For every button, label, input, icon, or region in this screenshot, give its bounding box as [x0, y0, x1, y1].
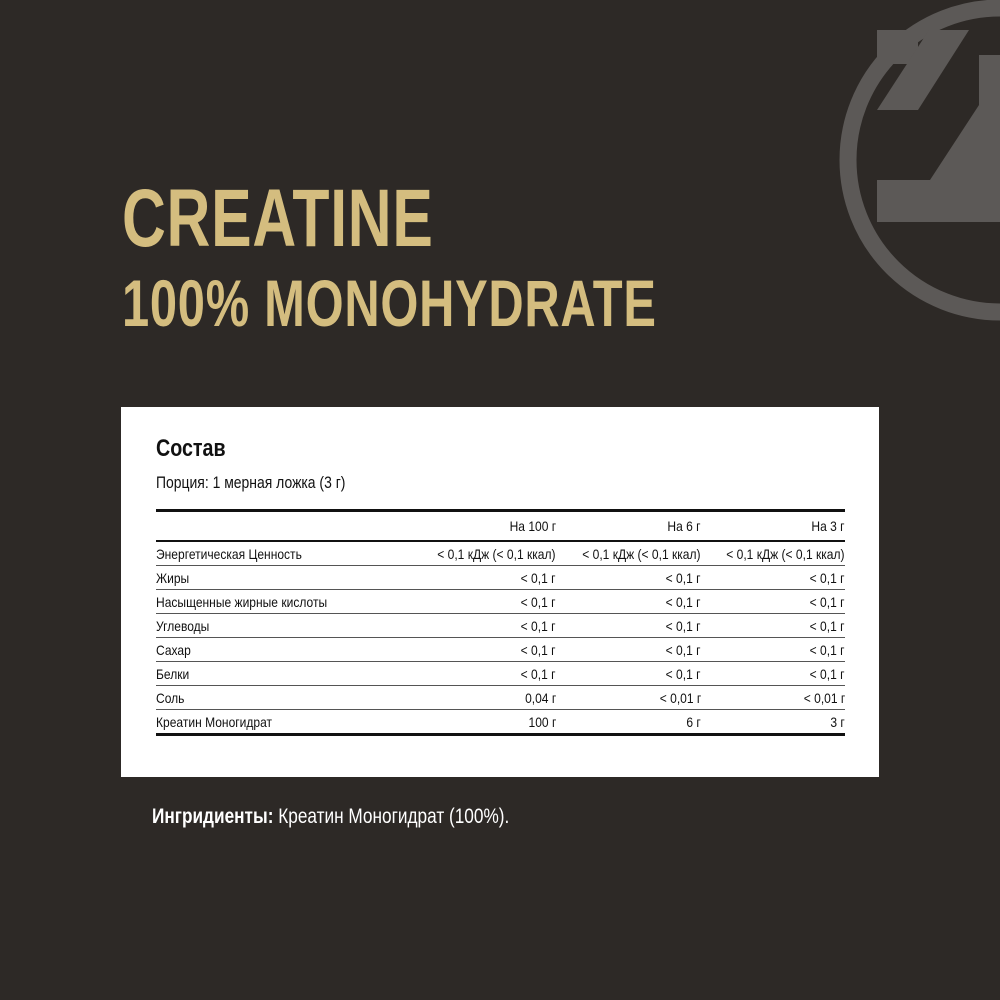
row-name: Энергетическая Ценность	[156, 545, 302, 562]
row-value: < 0,1 г	[701, 566, 845, 590]
row-value: < 0,1 г	[411, 590, 556, 614]
table-row	[156, 710, 845, 735]
product-subtitle: 100% MONOHYDRATE	[122, 266, 657, 340]
row-name: Креатин Моногидрат	[156, 710, 411, 735]
row-value: < 0,1 г	[556, 638, 701, 662]
ingredients-line	[152, 805, 509, 829]
row-value: < 0,1 г	[701, 590, 845, 614]
row-value: 3 г	[701, 710, 845, 735]
row-value: < 0,1 г	[411, 566, 556, 590]
row-value: < 0,1 г	[411, 638, 556, 662]
row-name: Жиры	[156, 566, 411, 590]
row-name: Сахар	[156, 638, 411, 662]
row-value: < 0,1 г	[701, 614, 845, 638]
row-value: < 0,1 г	[411, 662, 556, 686]
row-value: < 0,1 г	[556, 662, 701, 686]
row-name: Белки	[156, 662, 411, 686]
row-value: 6 г	[556, 710, 701, 735]
brand-monogram-icon	[738, 0, 1000, 325]
table-row	[156, 614, 845, 638]
row-name: Насыщенные жирные кислоты	[156, 590, 411, 614]
table-row	[156, 590, 845, 614]
column-header	[156, 511, 411, 542]
row-value: < 0,1 г	[556, 566, 701, 590]
row-name: Соль	[156, 686, 411, 710]
composition-card	[121, 407, 879, 777]
table-header-row	[156, 511, 845, 542]
row-value: < 0,1 г	[411, 614, 556, 638]
row-value: < 0,01 г	[701, 686, 845, 710]
composition-heading: Состав	[156, 435, 226, 462]
nutrition-table	[156, 509, 845, 736]
table-row	[156, 686, 845, 710]
column-header-per-3g: На 3 г	[701, 511, 845, 542]
column-header-per-6g: На 6 г	[556, 511, 701, 542]
row-value: 0,04 г	[411, 686, 556, 710]
product-title: CREATINE	[122, 173, 434, 264]
row-value: < 0,1 г	[556, 590, 701, 614]
ingredients-text: Креатин Моногидрат (100%).	[273, 805, 510, 828]
row-value: < 0,1 кДж (< 0,1 ккал)	[437, 545, 556, 562]
column-header-per-100g: На 100 г	[411, 511, 556, 542]
table-row	[156, 662, 845, 686]
row-value: < 0,1 г	[701, 662, 845, 686]
ingredients-label: Ингридиенты:	[152, 805, 274, 828]
row-value: < 0,1 г	[701, 638, 845, 662]
table-row	[156, 638, 845, 662]
row-value: < 0,1 кДж (< 0,1 ккал)	[582, 545, 701, 562]
portion-size: Порция: 1 мерная ложка (3 г)	[156, 473, 346, 492]
row-value: 100 г	[411, 710, 556, 735]
row-value: < 0,1 кДж (< 0,1 ккал)	[726, 545, 845, 562]
row-name: Углеводы	[156, 614, 411, 638]
table-row	[156, 566, 845, 590]
table-row	[156, 541, 845, 566]
row-value: < 0,01 г	[556, 686, 701, 710]
row-value: < 0,1 г	[556, 614, 701, 638]
